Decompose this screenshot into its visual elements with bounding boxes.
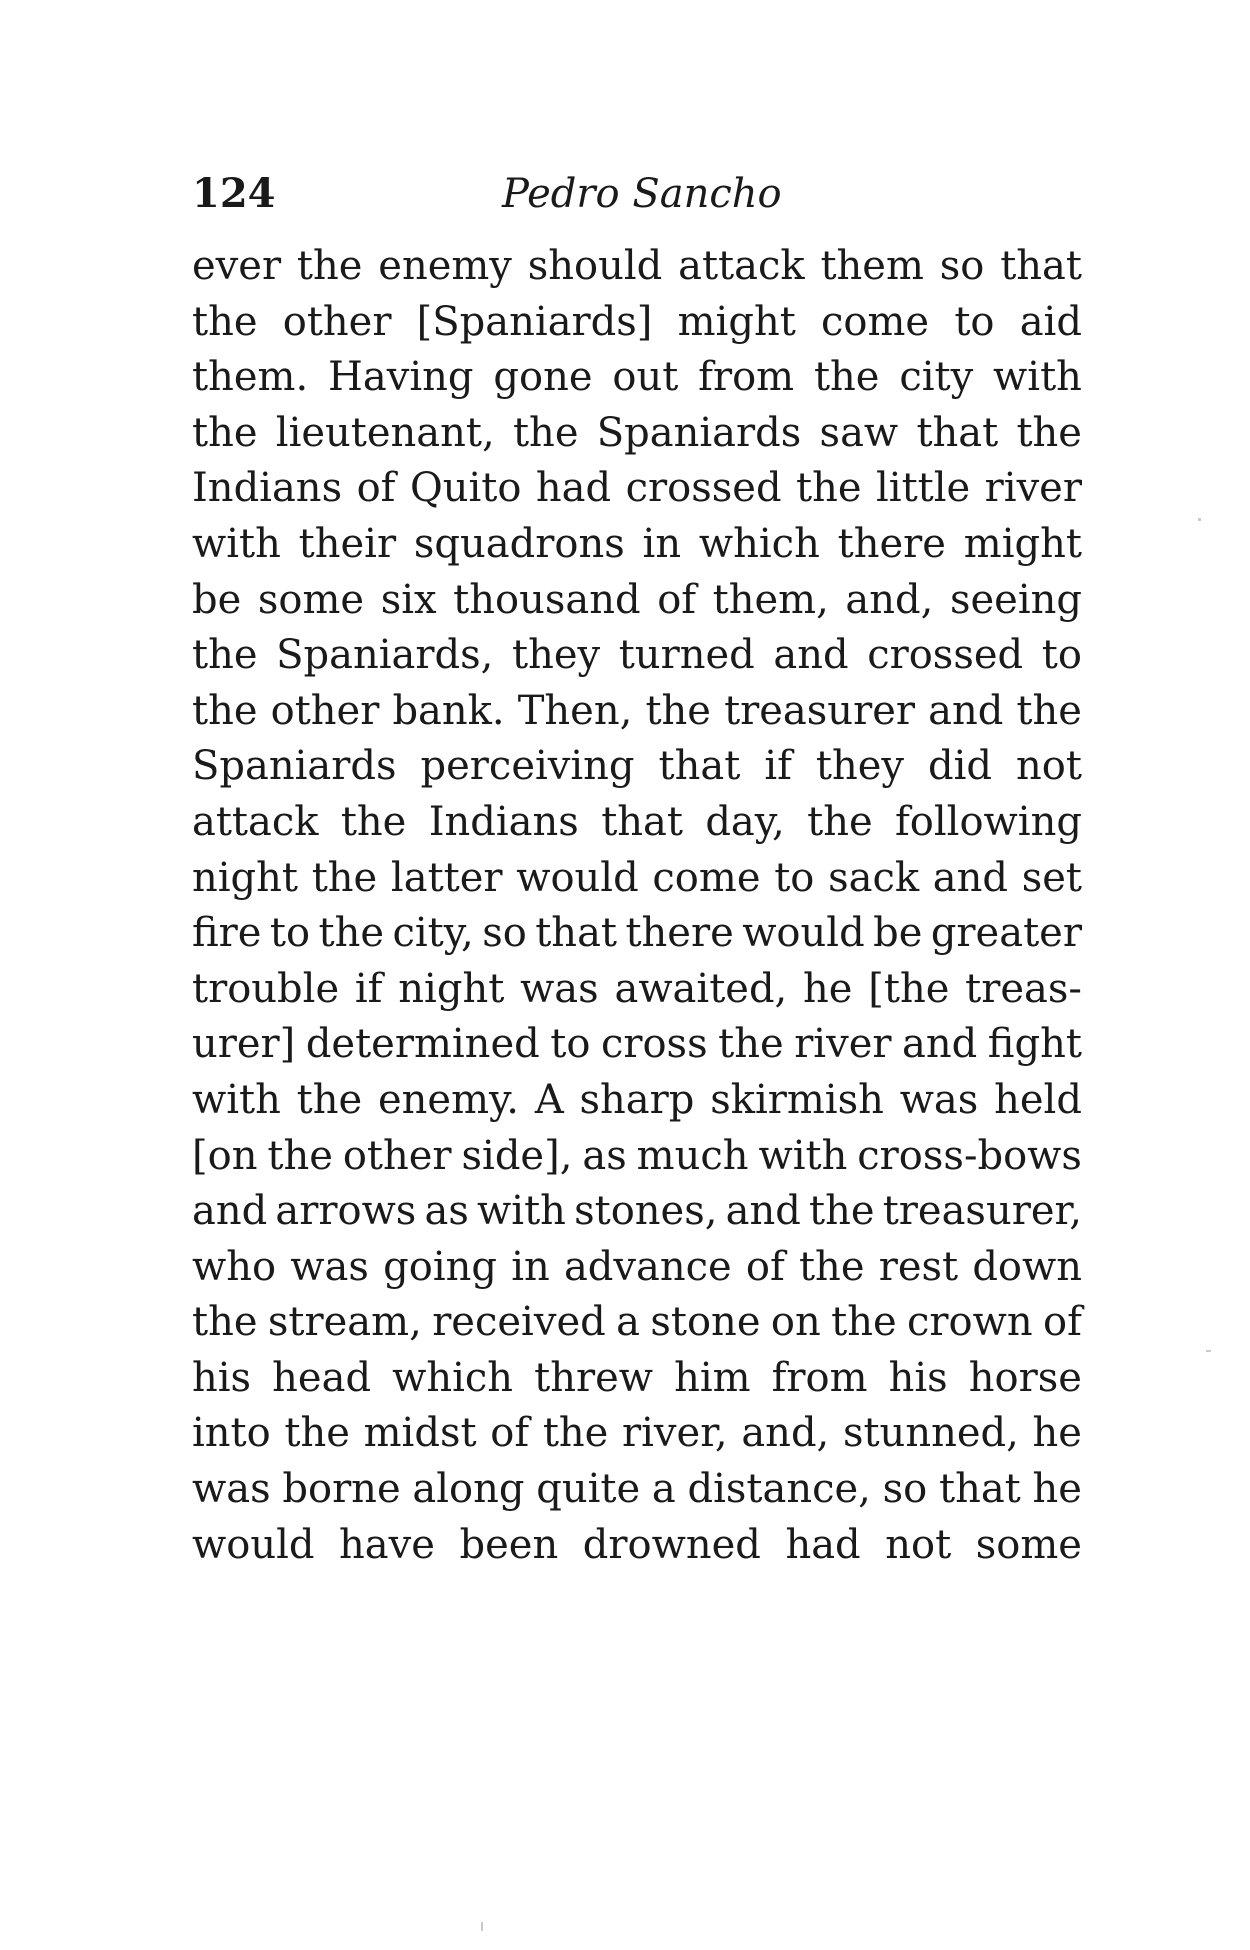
text-line (192, 573, 1082, 629)
text-line (192, 739, 1082, 795)
word: the (311, 854, 378, 901)
word: the (1016, 409, 1082, 456)
word: would (742, 910, 865, 957)
word: set (1021, 854, 1082, 901)
word: [on (192, 1132, 258, 1179)
word: the (512, 409, 579, 456)
word: and (773, 632, 849, 679)
word: and (932, 854, 1008, 901)
word: with (993, 354, 1082, 401)
word: of (1043, 1299, 1082, 1346)
word: other (282, 298, 392, 345)
word: that (916, 409, 999, 456)
word: the (645, 687, 711, 734)
word: stones, (574, 1188, 718, 1235)
text-line (192, 1073, 1082, 1129)
word: stone (650, 1299, 761, 1346)
word: that (1000, 243, 1082, 289)
text-line (192, 295, 1082, 351)
word: greater (930, 910, 1082, 957)
word: that (535, 910, 617, 957)
word: be (192, 576, 242, 623)
text-line (192, 962, 1082, 1018)
word: their (298, 520, 397, 567)
text-line (192, 1129, 1082, 1185)
word: day, (705, 798, 785, 845)
word: and (928, 687, 1004, 734)
word: night (192, 854, 298, 901)
word: be (873, 910, 923, 957)
word: of (745, 1243, 785, 1290)
word: lieutenant, (275, 409, 495, 456)
word: along (412, 1466, 525, 1513)
word: that (939, 1466, 1021, 1513)
word: the (267, 1132, 333, 1179)
word: should (527, 243, 663, 289)
word: the (192, 409, 258, 456)
word: the (340, 798, 407, 845)
word: some (257, 576, 365, 623)
word: of (490, 1410, 530, 1457)
word: the (809, 1188, 875, 1235)
word: come (821, 298, 930, 345)
word: the (1016, 687, 1082, 734)
word: Then, (517, 687, 633, 734)
word: six (380, 576, 437, 623)
word: the (796, 465, 862, 512)
text-line (192, 628, 1082, 684)
word: on (770, 1299, 821, 1346)
word: arrows (275, 1188, 417, 1235)
text-line (192, 1240, 1082, 1296)
word: crossed (625, 465, 782, 512)
word: might (677, 298, 796, 345)
word: city, (392, 910, 474, 957)
word: Spaniards (192, 743, 397, 790)
word: some (975, 1521, 1082, 1568)
word: with (477, 1188, 566, 1235)
word: quite (536, 1466, 641, 1513)
word: the (192, 687, 258, 734)
word: there (625, 910, 734, 957)
word: treas- (965, 965, 1082, 1012)
word: would (516, 854, 639, 901)
word: head (272, 1354, 372, 1401)
word: Having (328, 354, 474, 401)
text-line (192, 406, 1082, 462)
word: [Spaniards] (416, 298, 653, 345)
word: stunned, (842, 1410, 1019, 1457)
word: them (820, 243, 924, 289)
word: to (1041, 632, 1082, 679)
word: and, (741, 1410, 830, 1457)
word: him (674, 1354, 751, 1401)
word: much (636, 1132, 749, 1179)
word: and (192, 1188, 268, 1235)
word: crossed (867, 632, 1024, 679)
word: attack (192, 798, 319, 845)
word: treasurer, (882, 1188, 1082, 1235)
word: if (354, 965, 383, 1012)
word: had (785, 1521, 861, 1568)
word: determined (305, 1021, 540, 1068)
word: from (698, 354, 795, 401)
word: ever (192, 243, 282, 289)
word: gone (493, 354, 593, 401)
word: Spaniards, (276, 632, 494, 679)
word: not (1016, 743, 1082, 790)
word: of (657, 576, 697, 623)
text-line (192, 461, 1082, 517)
word: cross-bows (857, 1132, 1082, 1179)
word: in (642, 520, 682, 567)
word: borne (282, 1466, 401, 1513)
word: treasurer (724, 687, 915, 734)
word: midst (363, 1410, 477, 1457)
word: received (432, 1299, 606, 1346)
word: following (895, 798, 1082, 845)
word: crown (907, 1299, 1033, 1346)
word: would (192, 1521, 315, 1568)
word: that (658, 743, 741, 790)
word: was (520, 965, 599, 1012)
word: of (356, 465, 396, 512)
text-line (192, 1017, 1082, 1073)
word: river (984, 465, 1082, 512)
word: fire (192, 910, 262, 957)
word: to (774, 854, 815, 901)
text-line (192, 906, 1082, 962)
word: rest (878, 1243, 959, 1290)
word: who (192, 1243, 277, 1290)
text-line (192, 851, 1082, 907)
scan-speck (1198, 518, 1201, 521)
word: a (616, 1299, 640, 1346)
text-line (192, 795, 1082, 851)
word: that (601, 798, 683, 845)
word: Indians (428, 798, 579, 845)
word: held (994, 1076, 1082, 1123)
text-line (192, 517, 1082, 573)
word: he (1032, 1466, 1082, 1513)
word: night (398, 965, 505, 1012)
word: his (888, 1354, 948, 1401)
word: sharp (579, 1076, 695, 1123)
text-line (192, 1184, 1082, 1240)
word: thousand (453, 576, 641, 623)
word: skirmish (710, 1076, 884, 1123)
word: [the (868, 965, 950, 1012)
word: with (192, 520, 281, 567)
word: with (758, 1132, 848, 1179)
text-line (192, 1351, 1082, 1407)
word: might (963, 520, 1082, 567)
word: to (269, 910, 311, 957)
word: trouble (192, 965, 340, 1012)
word: city (899, 354, 974, 401)
word: have (339, 1521, 435, 1568)
word: was (899, 1076, 979, 1123)
word: river, (622, 1410, 728, 1457)
word: bank. (392, 687, 505, 734)
word: his (192, 1354, 252, 1401)
word: to (550, 1021, 591, 1068)
text-line (192, 1295, 1082, 1351)
word: the (831, 1299, 897, 1346)
word: enemy (378, 243, 512, 289)
word: distance, (687, 1466, 871, 1513)
text-line (192, 350, 1082, 406)
word: stream, (267, 1299, 422, 1346)
word: which (392, 1354, 514, 1401)
word: he (1032, 1410, 1082, 1457)
word: they (815, 743, 905, 790)
word: the (542, 1410, 609, 1457)
word: advance (563, 1243, 732, 1290)
word: Spaniards (596, 409, 802, 456)
word: not (885, 1521, 952, 1568)
word: and (725, 1188, 801, 1235)
text-line (192, 239, 1082, 295)
word: the (192, 298, 258, 345)
word: them. (192, 354, 309, 401)
word: turned (618, 632, 755, 679)
word: river (794, 1021, 892, 1068)
word: a (651, 1466, 676, 1513)
word: other (342, 1132, 452, 1179)
word: they (512, 632, 601, 679)
word: other (270, 687, 380, 734)
word: fight (987, 1021, 1082, 1068)
word: sack (828, 854, 920, 901)
word: so (939, 243, 985, 289)
word: been (459, 1521, 559, 1568)
word: attack (678, 243, 805, 289)
word: Indians (192, 465, 343, 512)
word: cross (600, 1021, 708, 1068)
word: the (813, 354, 880, 401)
word: the (807, 798, 873, 845)
word: and, (845, 576, 934, 623)
running-head (192, 164, 1082, 224)
word: there (837, 520, 946, 567)
word: latter (390, 854, 503, 901)
word: had (535, 465, 612, 512)
text-line (192, 1462, 1082, 1518)
word: with (192, 1076, 281, 1123)
book-title: Pedro Sancho (502, 171, 782, 217)
word: perceiving (420, 743, 635, 790)
word: saw (819, 409, 899, 456)
word: he (803, 965, 853, 1012)
word: A (534, 1076, 564, 1123)
text-line (192, 1518, 1082, 1574)
word: the (284, 1410, 350, 1457)
word: the (296, 243, 363, 289)
word: so (882, 1466, 928, 1513)
word: threw (534, 1354, 654, 1401)
word: aid (1019, 298, 1082, 345)
word: Quito (409, 465, 522, 512)
word: was (290, 1243, 369, 1290)
word: urer] (192, 1021, 296, 1068)
word: horse (968, 1354, 1082, 1401)
word: to (954, 298, 995, 345)
word: into (192, 1410, 271, 1457)
word: the (296, 1076, 363, 1123)
word: come (652, 854, 761, 901)
word: them, (712, 576, 829, 623)
word: drowned (582, 1521, 761, 1568)
word: the (192, 1299, 258, 1346)
word: enemy. (377, 1076, 520, 1123)
scan-speck (481, 1922, 483, 1931)
word: was (192, 1466, 271, 1513)
word: in (511, 1243, 550, 1290)
word: squadrons (413, 520, 625, 567)
word: and (902, 1021, 978, 1068)
word: going (383, 1243, 497, 1290)
word: little (876, 465, 971, 512)
word: the (798, 1243, 865, 1290)
scan-speck (1206, 1350, 1211, 1352)
word: awaited, (614, 965, 788, 1012)
word: did (928, 743, 993, 790)
word: as (582, 1132, 627, 1179)
body-text (192, 239, 1082, 1573)
word: from (771, 1354, 868, 1401)
text-line (192, 684, 1082, 740)
word: the (192, 632, 258, 679)
word: seeing (949, 576, 1082, 623)
word: if (764, 743, 792, 790)
word: down (972, 1243, 1082, 1290)
word: as (424, 1188, 469, 1235)
word: side], (461, 1132, 573, 1179)
word: which (698, 520, 820, 567)
page-number: 124 (192, 170, 276, 217)
word: the (318, 910, 385, 957)
text-line (192, 1406, 1082, 1462)
word: out (612, 354, 679, 401)
word: the (718, 1021, 784, 1068)
word: so (482, 910, 527, 957)
